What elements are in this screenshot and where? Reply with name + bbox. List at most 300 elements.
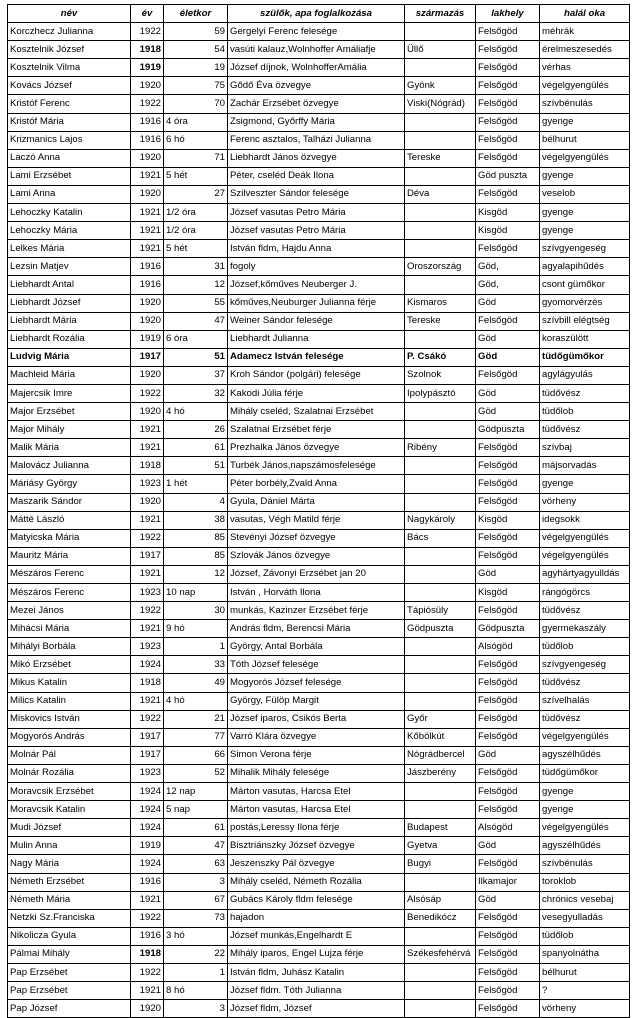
cell-lakhely: Felsőgöd [476, 656, 540, 674]
cell-lakhely: Felsőgöd [476, 240, 540, 258]
cell-lakhely: Felsőgöd [476, 945, 540, 963]
cell-halal-oka: gyenge [540, 801, 630, 819]
cell-szulok: Zachár Erzsébet özvegye [228, 95, 405, 113]
cell-halal-oka: méhrák [540, 23, 630, 41]
cell-lakhely: Felsőgöd [476, 982, 540, 1000]
cell-halal-oka: agylágyulás [540, 366, 630, 384]
cell-eletkor: 77 [164, 728, 228, 746]
cell-szarmazas: Kismaros [405, 294, 476, 312]
cell-lakhely: Felsőgöd [476, 674, 540, 692]
cell-nev: Machleid Mária [8, 366, 131, 384]
cell-eletkor: 31 [164, 258, 228, 276]
cell-halal-oka: végelgyengülés [540, 819, 630, 837]
table-row [8, 819, 630, 837]
cell-szarmazas [405, 113, 476, 131]
cell-eletkor: 4 óra [164, 113, 228, 131]
cell-lakhely: Göd [476, 565, 540, 583]
cell-ev: 1919 [131, 59, 164, 77]
cell-ev: 1916 [131, 131, 164, 149]
cell-eletkor: 66 [164, 746, 228, 764]
table-row [8, 674, 630, 692]
cell-eletkor: 47 [164, 837, 228, 855]
cell-ev: 1923 [131, 638, 164, 656]
cell-szarmazas: Déva [405, 185, 476, 203]
cell-halal-oka: gyenge [540, 222, 630, 240]
cell-lakhely: Felsőgöd [476, 493, 540, 511]
table-row [8, 783, 630, 801]
cell-szulok: Varró Klára özvegye [228, 728, 405, 746]
cell-szarmazas [405, 240, 476, 258]
cell-ev: 1921 [131, 565, 164, 583]
cell-ev: 1920 [131, 294, 164, 312]
cell-lakhely: Felsőgöd [476, 23, 540, 41]
cell-nev: Matyicska Mária [8, 529, 131, 547]
cell-szarmazas [405, 23, 476, 41]
table-row [8, 746, 630, 764]
cell-eletkor: 3 [164, 873, 228, 891]
col-header-halal-oka: halál oka [540, 5, 630, 23]
cell-lakhely: Felsőgöd [476, 131, 540, 149]
cell-szarmazas [405, 1000, 476, 1018]
cell-szarmazas: Tereske [405, 312, 476, 330]
cell-szarmazas: Tereske [405, 149, 476, 167]
cell-ev: 1922 [131, 710, 164, 728]
cell-szarmazas: P. Csákó [405, 348, 476, 366]
cell-szulok: Szilveszter Sándor felesége [228, 185, 405, 203]
cell-ev: 1920 [131, 185, 164, 203]
cell-eletkor: 12 [164, 565, 228, 583]
cell-szulok: Mihalik Mihály felesége [228, 764, 405, 782]
cell-szarmazas [405, 167, 476, 185]
cell-nev: Malik Mária [8, 439, 131, 457]
cell-nev: Netzki Sz.Franciska [8, 909, 131, 927]
cell-nev: Mauritz Mária [8, 547, 131, 565]
cell-nev: Nikolicza Gyula [8, 927, 131, 945]
cell-szulok: postás,Leressy Ilona férje [228, 819, 405, 837]
cell-szulok: József fldm. Tóth Julianna [228, 982, 405, 1000]
cell-szarmazas [405, 204, 476, 222]
cell-ev: 1921 [131, 439, 164, 457]
cell-lakhely: Göd [476, 837, 540, 855]
cell-halal-oka: koraszülött [540, 330, 630, 348]
cell-nev: Miskovics István [8, 710, 131, 728]
cell-szulok: Liebhardt János özvegye [228, 149, 405, 167]
cell-szarmazas: Benedikócz [405, 909, 476, 927]
cell-ev: 1924 [131, 656, 164, 674]
cell-szulok: József vasutas Petro Mária [228, 204, 405, 222]
cell-ev: 1922 [131, 529, 164, 547]
cell-eletkor: 63 [164, 855, 228, 873]
cell-szulok: Weiner Sándor felesége [228, 312, 405, 330]
cell-eletkor: 32 [164, 384, 228, 402]
cell-halal-oka: gyenge [540, 167, 630, 185]
table-row [8, 602, 630, 620]
cell-eletkor: 8 hó [164, 982, 228, 1000]
cell-lakhely: Göd [476, 294, 540, 312]
cell-szulok: József fldm, József [228, 1000, 405, 1018]
table-row [8, 348, 630, 366]
cell-szulok: Szlovák János özvegye [228, 547, 405, 565]
cell-ev: 1920 [131, 403, 164, 421]
cell-szarmazas [405, 131, 476, 149]
cell-halal-oka: gyenge [540, 475, 630, 493]
table-row [8, 529, 630, 547]
cell-szulok: Jeszenszky Pál özvegye [228, 855, 405, 873]
cell-halal-oka: gyermekaszály [540, 620, 630, 638]
table-row [8, 167, 630, 185]
cell-szulok: kőműves,Neuburger Julianna férje [228, 294, 405, 312]
cell-lakhely: Göd, [476, 276, 540, 294]
table-row [8, 113, 630, 131]
cell-lakhely: Kisgöd [476, 511, 540, 529]
cell-halal-oka: tüdőlob [540, 403, 630, 421]
cell-ev: 1924 [131, 783, 164, 801]
cell-nev: Malovácz Julianna [8, 457, 131, 475]
cell-eletkor: 59 [164, 23, 228, 41]
table-row [8, 276, 630, 294]
header-row [8, 5, 630, 23]
table-row [8, 131, 630, 149]
cell-nev: Mészáros Ferenc [8, 584, 131, 602]
cell-lakhely: Felsőgöd [476, 149, 540, 167]
cell-ev: 1921 [131, 692, 164, 710]
cell-szulok: József iparos, Csikós Berta [228, 710, 405, 728]
cell-ev: 1919 [131, 330, 164, 348]
cell-lakhely: Felsőgöd [476, 439, 540, 457]
cell-halal-oka: szívbill elégtség [540, 312, 630, 330]
cell-ev: 1922 [131, 384, 164, 402]
cell-halal-oka: tüdővész [540, 384, 630, 402]
cell-eletkor: 1 hét [164, 475, 228, 493]
cell-eletkor: 12 nap [164, 783, 228, 801]
cell-szulok: József vasutas Petro Mária [228, 222, 405, 240]
cell-ev: 1922 [131, 23, 164, 41]
table-row [8, 59, 630, 77]
cell-szulok: András fldm, Berencsi Mária [228, 620, 405, 638]
cell-szulok: Gergelyi Ferenc felesége [228, 23, 405, 41]
table-row [8, 927, 630, 945]
cell-eletkor: 71 [164, 149, 228, 167]
table-row [8, 475, 630, 493]
cell-szulok: József,kőműves Neuberger J. [228, 276, 405, 294]
table-row [8, 312, 630, 330]
cell-lakhely: Felsőgöd [476, 764, 540, 782]
cell-nev: Lezsin Matjev [8, 258, 131, 276]
cell-nev: Liebhardt Rozália [8, 330, 131, 348]
cell-eletkor: 67 [164, 891, 228, 909]
cell-szulok: Bisztriánszky József özvegye [228, 837, 405, 855]
cell-eletkor: 54 [164, 41, 228, 59]
cell-eletkor: 9 hó [164, 620, 228, 638]
cell-szarmazas [405, 547, 476, 565]
cell-halal-oka: ? [540, 982, 630, 1000]
cell-szulok: Péter borbély,Zvald Anna [228, 475, 405, 493]
cell-lakhely: Göd [476, 384, 540, 402]
cell-halal-oka: agyszélhűdés [540, 746, 630, 764]
cell-nev: Krizmanics Lajos [8, 131, 131, 149]
cell-eletkor: 19 [164, 59, 228, 77]
cell-ev: 1919 [131, 837, 164, 855]
table-row [8, 493, 630, 511]
cell-ev: 1916 [131, 258, 164, 276]
cell-szarmazas: Szolnok [405, 366, 476, 384]
cell-ev: 1921 [131, 204, 164, 222]
cell-szarmazas: Viski(Nógrád) [405, 95, 476, 113]
cell-szarmazas [405, 59, 476, 77]
cell-eletkor: 55 [164, 294, 228, 312]
cell-szulok: Turbék János,napszámosfelesége [228, 457, 405, 475]
cell-nev: Milics Katalin [8, 692, 131, 710]
cell-lakhely: Göd [476, 348, 540, 366]
cell-halal-oka: agyhártyagyulldás [540, 565, 630, 583]
cell-eletkor: 6 hó [164, 131, 228, 149]
cell-nev: Kristóf Ferenc [8, 95, 131, 113]
cell-lakhely: Felsőgöd [476, 529, 540, 547]
cell-szarmazas [405, 963, 476, 981]
cell-lakhely: Gödpuszta [476, 620, 540, 638]
cell-szulok: József, Závonyi Erzsébet jan 20 [228, 565, 405, 583]
table-row [8, 909, 630, 927]
table-row [8, 1000, 630, 1018]
cell-halal-oka: gyenge [540, 204, 630, 222]
cell-nev: Korczhecz Julianna [8, 23, 131, 41]
cell-szulok: Gődő Éva özvegye [228, 77, 405, 95]
cell-eletkor: 33 [164, 656, 228, 674]
cell-nev: Ludvig Mária [8, 348, 131, 366]
cell-halal-oka: bélhurut [540, 131, 630, 149]
cell-ev: 1924 [131, 819, 164, 837]
cell-ev: 1921 [131, 511, 164, 529]
cell-eletkor: 10 nap [164, 584, 228, 602]
table-row [8, 294, 630, 312]
cell-halal-oka: gyenge [540, 113, 630, 131]
cell-halal-oka: végelgyengülés [540, 547, 630, 565]
cell-szarmazas [405, 638, 476, 656]
cell-szulok: Ferenc asztalos, Talházi Julianna [228, 131, 405, 149]
table-row [8, 837, 630, 855]
cell-eletkor: 70 [164, 95, 228, 113]
cell-szulok: György, Antal Borbála [228, 638, 405, 656]
cell-szulok: Simon Verona férje [228, 746, 405, 764]
table-row [8, 692, 630, 710]
table-row [8, 584, 630, 602]
cell-halal-oka: érelmeszesedés [540, 41, 630, 59]
table-row [8, 801, 630, 819]
cell-ev: 1924 [131, 801, 164, 819]
cell-eletkor: 5 hét [164, 167, 228, 185]
cell-szarmazas: Gödpuszta [405, 620, 476, 638]
cell-szulok: György, Fülöp Margit [228, 692, 405, 710]
cell-szarmazas: Tápiósüly [405, 602, 476, 620]
cell-lakhely: Felsőgöd [476, 457, 540, 475]
cell-szulok: Adamecz István felesége [228, 348, 405, 366]
cell-szarmazas: Üllő [405, 41, 476, 59]
cell-eletkor: 4 [164, 493, 228, 511]
cell-nev: Mikó Erzsébet [8, 656, 131, 674]
cell-lakhely: Felsőgöd [476, 710, 540, 728]
cell-halal-oka: szívbénulás [540, 855, 630, 873]
table-row [8, 547, 630, 565]
cell-szulok: Mihály cseléd, Németh Rozália [228, 873, 405, 891]
cell-ev: 1920 [131, 149, 164, 167]
cell-eletkor: 5 hét [164, 240, 228, 258]
cell-halal-oka: tüdőgümőkor [540, 764, 630, 782]
cell-ev: 1920 [131, 312, 164, 330]
cell-szulok: vasúti kalauz,Wolnhoffer Amáliafje [228, 41, 405, 59]
cell-ev: 1923 [131, 475, 164, 493]
cell-ev: 1920 [131, 366, 164, 384]
cell-szarmazas: Gyetva [405, 837, 476, 855]
table-row [8, 421, 630, 439]
cell-ev: 1921 [131, 167, 164, 185]
cell-lakhely: Göd, [476, 258, 540, 276]
cell-szarmazas [405, 927, 476, 945]
cell-szarmazas: Oroszország [405, 258, 476, 276]
cell-szarmazas [405, 565, 476, 583]
table-row [8, 77, 630, 95]
cell-szarmazas: Jászberény [405, 764, 476, 782]
col-header-szulok: szülők, apa foglalkozása [228, 5, 405, 23]
cell-eletkor: 1 [164, 638, 228, 656]
cell-szulok: Mihály iparos, Engel Lujza férje [228, 945, 405, 963]
cell-ev: 1916 [131, 276, 164, 294]
cell-halal-oka: végelgyengülés [540, 728, 630, 746]
cell-halal-oka: végelgyengülés [540, 149, 630, 167]
cell-szulok: Liebhardt Julianna [228, 330, 405, 348]
cell-lakhely: Felsőgöd [476, 312, 540, 330]
cell-lakhely: Felsőgöd [476, 185, 540, 203]
cell-szulok: Kroh Sándor (polgári) felesége [228, 366, 405, 384]
cell-nev: Nagy Mária [8, 855, 131, 873]
cell-szarmazas: Nagykároly [405, 511, 476, 529]
cell-szarmazas [405, 421, 476, 439]
table-row [8, 457, 630, 475]
cell-nev: Liebhardt József [8, 294, 131, 312]
table-row [8, 258, 630, 276]
cell-halal-oka: tüdővész [540, 710, 630, 728]
cell-halal-oka: végelgyengülés [540, 77, 630, 95]
cell-szulok: István fldm, Hajdu Anna [228, 240, 405, 258]
cell-halal-oka: chrónics vesebaj [540, 891, 630, 909]
cell-ev: 1916 [131, 113, 164, 131]
cell-nev: Kovács József [8, 77, 131, 95]
cell-ev: 1923 [131, 584, 164, 602]
table-row [8, 710, 630, 728]
cell-nev: Mezei János [8, 602, 131, 620]
cell-nev: Molnár Pál [8, 746, 131, 764]
cell-halal-oka: tüdővész [540, 602, 630, 620]
cell-nev: Major Erzsébet [8, 403, 131, 421]
cell-szulok: Mihály cseléd, Szalatnai Erzsébet [228, 403, 405, 421]
cell-szarmazas: Bugyi [405, 855, 476, 873]
cell-nev: Máriásy György [8, 475, 131, 493]
cell-eletkor: 37 [164, 366, 228, 384]
cell-nev: Moravcsik Katalin [8, 801, 131, 819]
cell-ev: 1922 [131, 963, 164, 981]
cell-eletkor: 27 [164, 185, 228, 203]
table-row [8, 638, 630, 656]
cell-eletkor: 21 [164, 710, 228, 728]
cell-nev: Mihácsi Mária [8, 620, 131, 638]
cell-lakhely: Felsőgöd [476, 963, 540, 981]
cell-nev: Mulin Anna [8, 837, 131, 855]
cell-lakhely: Felsőgöd [476, 41, 540, 59]
cell-szarmazas: Budapest [405, 819, 476, 837]
cell-nev: Kosztelnik József [8, 41, 131, 59]
cell-szulok: Péter, cseléd Deák Ilona [228, 167, 405, 185]
table-row [8, 41, 630, 59]
cell-halal-oka: rángógörcs [540, 584, 630, 602]
cell-eletkor: 75 [164, 77, 228, 95]
cell-halal-oka: gyenge [540, 783, 630, 801]
register-table [7, 4, 630, 1018]
cell-szarmazas: Ipolypásztó [405, 384, 476, 402]
table-row [8, 855, 630, 873]
cell-szulok: István fldm, Juhász Katalin [228, 963, 405, 981]
cell-szulok: Stevényi József özvegye [228, 529, 405, 547]
cell-szarmazas [405, 982, 476, 1000]
cell-szulok: Szalatnai Erzsébet férje [228, 421, 405, 439]
col-header-lakhely: lakhely [476, 5, 540, 23]
cell-szulok: Márton vasutas, Harcsa Etel [228, 801, 405, 819]
cell-halal-oka: vörheny [540, 493, 630, 511]
cell-szulok: István , Horváth Ilona [228, 584, 405, 602]
cell-nev: Mogyorós András [8, 728, 131, 746]
cell-ev: 1920 [131, 77, 164, 95]
cell-eletkor: 12 [164, 276, 228, 294]
cell-nev: Kristóf Mária [8, 113, 131, 131]
cell-szulok: Tóth József felesége [228, 656, 405, 674]
cell-nev: Pálmai Mihály [8, 945, 131, 963]
cell-ev: 1917 [131, 746, 164, 764]
cell-eletkor: 1/2 óra [164, 222, 228, 240]
table-row [8, 873, 630, 891]
table-row [8, 366, 630, 384]
cell-halal-oka: szívbaj [540, 439, 630, 457]
cell-lakhely: Felsőgöd [476, 95, 540, 113]
cell-nev: Liebhardt Antal [8, 276, 131, 294]
cell-lakhely: Felsőgöd [476, 113, 540, 131]
table-row [8, 330, 630, 348]
cell-szarmazas: Székesfehérvá [405, 945, 476, 963]
cell-lakhely: Felsőgöd [476, 801, 540, 819]
cell-szulok: Zsigmond, Győrffy Mária [228, 113, 405, 131]
cell-szulok: Mogyorós József felesége [228, 674, 405, 692]
cell-nev: Pap József [8, 1000, 131, 1018]
cell-nev: Major Mihály [8, 421, 131, 439]
cell-eletkor: 61 [164, 439, 228, 457]
cell-szarmazas [405, 403, 476, 421]
table-row [8, 565, 630, 583]
cell-eletkor: 22 [164, 945, 228, 963]
cell-szulok: Kakodi Júlia férje [228, 384, 405, 402]
cell-nev: Liebhardt Mária [8, 312, 131, 330]
cell-eletkor: 6 óra [164, 330, 228, 348]
table-row [8, 656, 630, 674]
cell-szarmazas: Alsósáp [405, 891, 476, 909]
cell-lakhely: Felsőgöd [476, 475, 540, 493]
cell-nev: Németh Mária [8, 891, 131, 909]
death-register-document [7, 4, 629, 1018]
cell-ev: 1921 [131, 982, 164, 1000]
cell-nev: Lami Anna [8, 185, 131, 203]
cell-nev: Mészáros Ferenc [8, 565, 131, 583]
cell-ev: 1922 [131, 909, 164, 927]
register-rows [8, 23, 630, 1018]
cell-ev: 1922 [131, 95, 164, 113]
table-row [8, 982, 630, 1000]
cell-nev: Pap Erzsébet [8, 963, 131, 981]
